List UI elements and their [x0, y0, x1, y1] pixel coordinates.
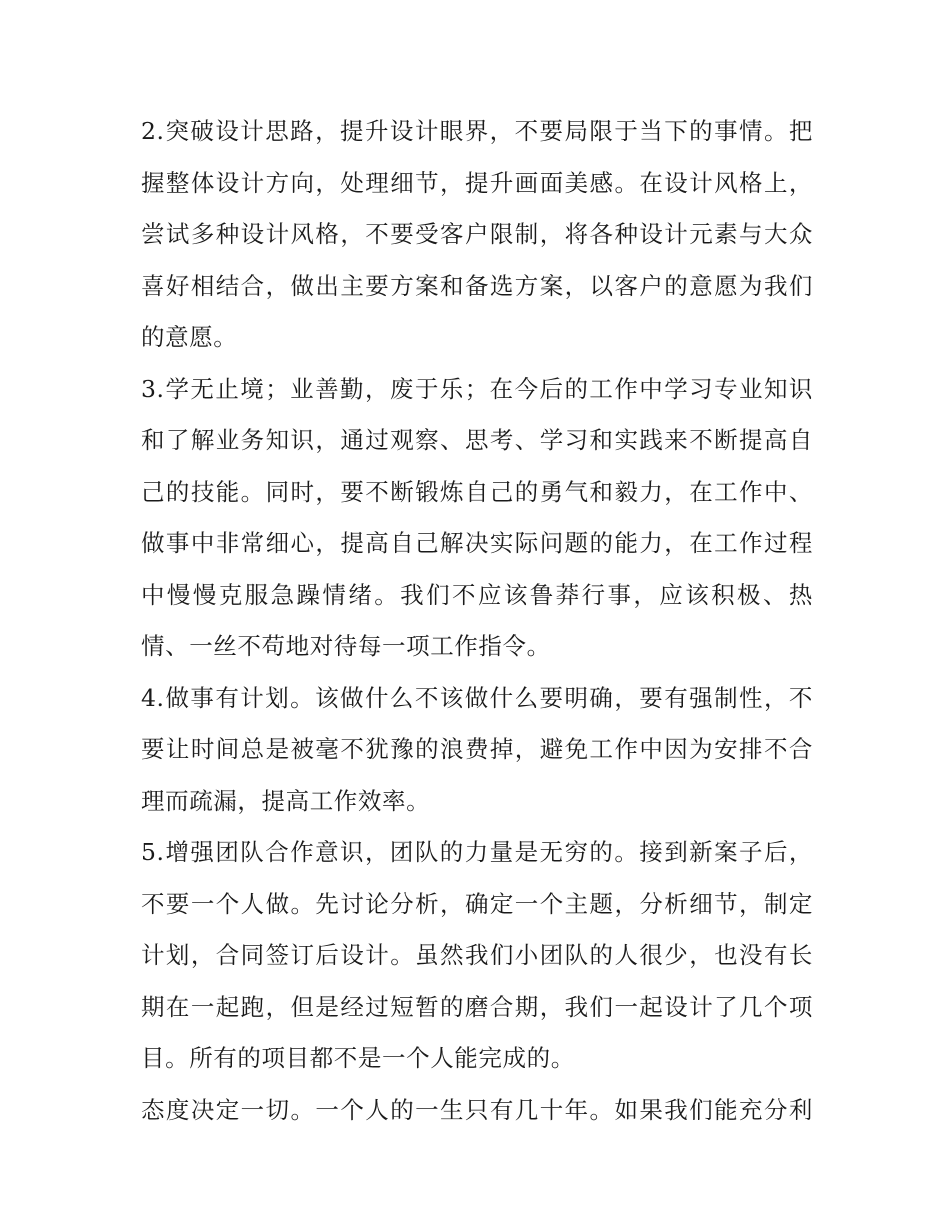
text-line: 尝试多种设计风格，不要受客户限制，将各种设计元素与大众	[141, 220, 813, 248]
text-line: 5.增强团队合作意识，团队的力量是无穷的。接到新案子后，	[141, 838, 813, 866]
text-line: 态度决定一切。一个人的一生只有几十年。如果我们能充分利	[141, 1095, 813, 1124]
paragraph-design-thinking	[141, 106, 813, 364]
text-line: 中慢慢克服急躁情绪。我们不应该鲁莽行事，应该积极、热	[141, 580, 813, 609]
text-line: 和了解业务知识，通过观察、思考、学习和实践来不断提高自	[141, 426, 813, 454]
text-line: 情、一丝不苟地对待每一项工作指令。	[141, 632, 551, 660]
text-line: 计划，合同签订后设计。虽然我们小团队的人很少，也没有长	[141, 941, 813, 969]
text-line: 2.突破设计思路，提升设计眼界，不要局限于当下的事情。把	[141, 117, 813, 145]
text-line: 理而疏漏，提高工作效率。	[141, 786, 431, 815]
text-line: 要让时间总是被毫不犹豫的浪费掉，避免工作中因为安排不合	[141, 735, 813, 763]
text-line: 己的技能。同时，要不断锻炼自己的勇气和毅力，在工作中、	[141, 477, 813, 506]
text-line: 3.学无止境；业善勤，废于乐；在今后的工作中学习专业知识	[141, 374, 813, 403]
text-line: 喜好相结合，做出主要方案和备选方案，以客户的意愿为我们	[141, 271, 813, 300]
paragraph-continuous-learning	[141, 364, 813, 673]
paragraph-teamwork	[141, 827, 813, 1085]
text-line: 目。所有的项目都不是一个人能完成的。	[141, 1044, 575, 1072]
text-line: 做事中非常细心，提高自己解决实际问题的能力，在工作过程	[141, 529, 813, 557]
paragraph-planning	[141, 673, 813, 828]
paragraph-attitude	[141, 1085, 813, 1137]
text-line: 的意愿。	[141, 323, 238, 351]
text-line: 握整体设计方向，处理细节，提升画面美感。在设计风格上，	[141, 168, 813, 197]
text-line: 不要一个人做。先讨论分析，确定一个主题，分析细节，制定	[141, 889, 813, 918]
text-line: 4.做事有计划。该做什么不该做什么要明确，要有强制性，不	[141, 683, 813, 712]
document-body	[141, 106, 813, 1136]
text-line: 期在一起跑，但是经过短暂的磨合期，我们一起设计了几个项	[141, 992, 813, 1021]
